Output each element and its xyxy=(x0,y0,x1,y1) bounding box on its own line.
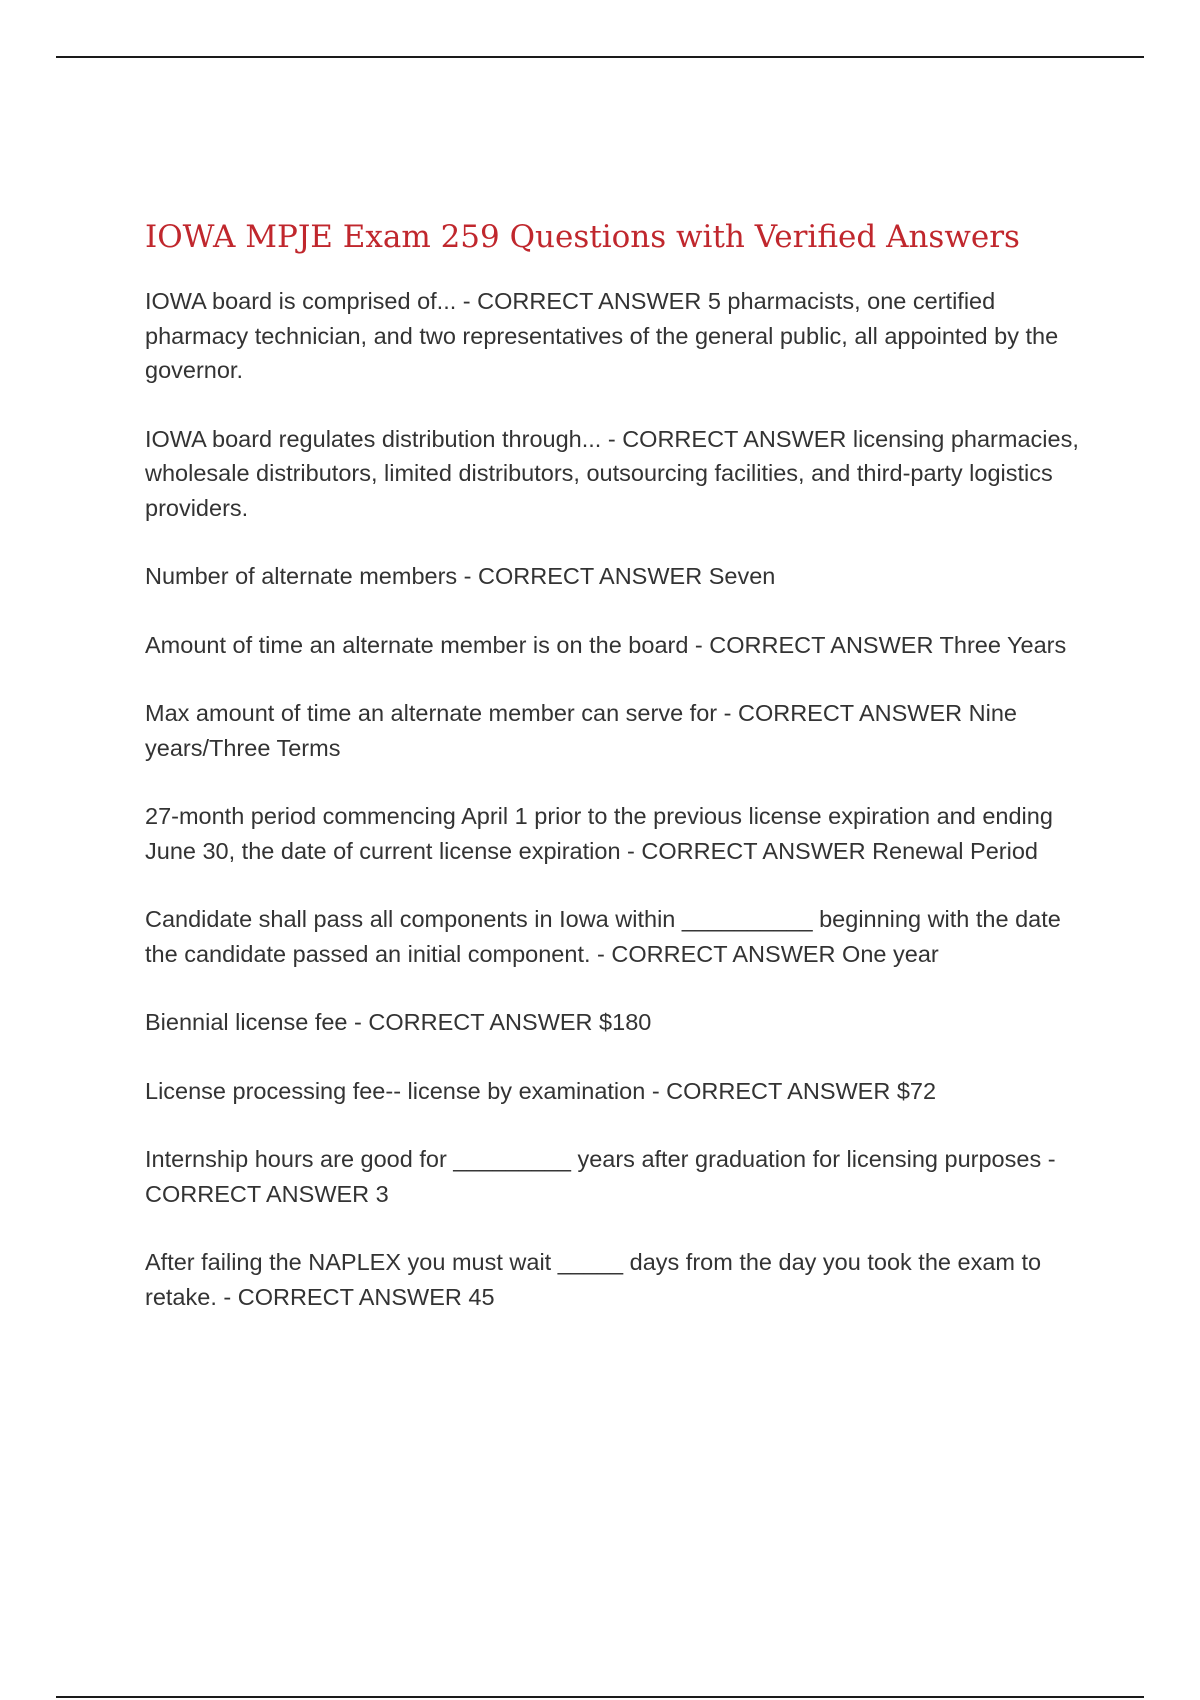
qa-item: Candidate shall pass all components in Iowa within __________ beginning with the date the candidate passed an initial component. - CORRECT ANSWER One year xyxy=(145,906,1061,967)
qa-item: After failing the NAPLEX you must wait _____ days from the day you took the exam to retake. - CORRECT ANSWER 45 xyxy=(145,1249,1042,1310)
qa-item: Biennial license fee - CORRECT ANSWER $180 xyxy=(145,1009,652,1035)
qa-item: 27-month period commencing April 1 prior to the previous license expiration and ending June 30, the date of current license expiration - CORRECT ANSWER Renewal Period xyxy=(145,803,1053,864)
document-title: IOWA MPJE Exam 259 Questions with Verified Answers xyxy=(145,219,1020,255)
qa-item: Amount of time an alternate member is on the board - CORRECT ANSWER Three Years xyxy=(145,631,1067,658)
footer-rule xyxy=(56,1696,1144,1698)
qa-item: Internship hours are good for _________ years after graduation for licensing purposes - CORRECT ANSWER 3 xyxy=(145,1146,1056,1207)
qa-item: IOWA board is comprised of... - CORRECT ANSWER 5 pharmacists, one certified pharmacy technician, and two representatives of the general public, all appointed by the governor. xyxy=(145,288,1059,383)
qa-item: License processing fee-- license by examination - CORRECT ANSWER $72 xyxy=(145,1077,937,1104)
qa-item: IOWA board regulates distribution through... - CORRECT ANSWER licensing pharmacies, wholesale distributors, limited distributors, outsourcing facilities, and third-party logistics providers. xyxy=(145,425,1079,521)
qa-item: Max amount of time an alternate member can serve for - CORRECT ANSWER Nine years/Three Terms xyxy=(145,700,1017,761)
document-body xyxy=(145,212,1095,1348)
header-rule xyxy=(56,56,1144,58)
qa-item: Number of alternate members - CORRECT ANSWER Seven xyxy=(145,563,776,589)
